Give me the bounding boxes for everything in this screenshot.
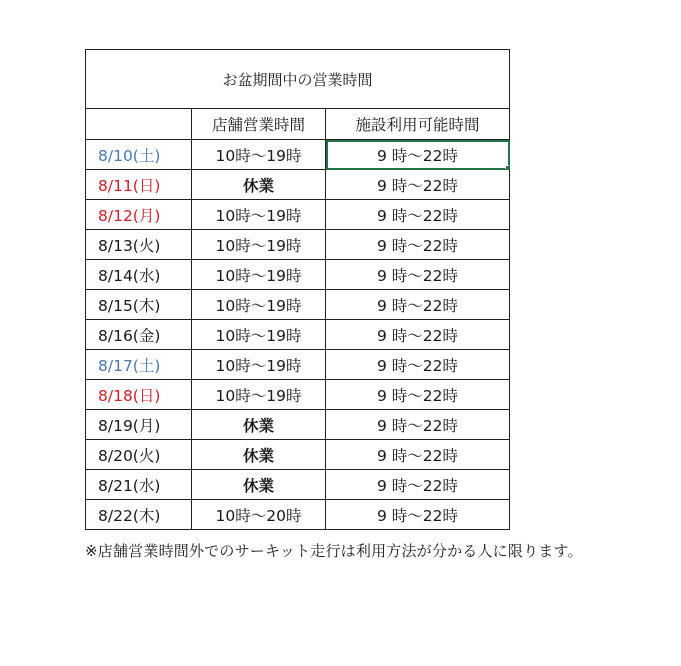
facility-hours-cell[interactable]: 9 時～22時 [326,140,510,170]
date-cell[interactable]: 8/13(火) [86,230,192,260]
facility-hours-cell[interactable]: 9 時～22時 [326,500,510,530]
table-row [86,380,510,410]
table-title-cell[interactable] [86,50,510,109]
store-hours-cell[interactable]: 10時～19時 [192,380,326,410]
store-hours-cell[interactable]: 10時～19時 [192,230,326,260]
table-row [86,500,510,530]
facility-hours-cell[interactable]: 9 時～22時 [326,350,510,380]
store-hours-cell-closed[interactable]: 休業 [192,470,326,500]
store-hours-cell[interactable]: 10時～19時 [192,140,326,170]
store-hours-cell-closed[interactable]: 休業 [192,170,326,200]
table-row [86,320,510,350]
date-cell[interactable]: 8/16(金) [86,320,192,350]
store-hours-cell-closed[interactable]: 休業 [192,410,326,440]
table-body [86,50,510,530]
table-row [86,290,510,320]
store-hours-cell[interactable]: 10時～19時 [192,290,326,320]
date-cell[interactable]: 8/11(日) [86,170,192,200]
header-store-hours-cell[interactable]: 店舗営業時間 [192,109,326,140]
facility-hours-cell[interactable]: 9 時～22時 [326,230,510,260]
table-row [86,230,510,260]
table-row [86,440,510,470]
date-cell[interactable]: 8/18(日) [86,380,192,410]
store-hours-cell-closed[interactable]: 休業 [192,440,326,470]
store-hours-cell[interactable]: 10時～19時 [192,200,326,230]
header-date-cell[interactable] [86,109,192,140]
header-row [86,109,510,140]
store-hours-cell[interactable]: 10時～19時 [192,320,326,350]
date-cell[interactable]: 8/20(火) [86,440,192,470]
facility-hours-cell[interactable]: 9 時～22時 [326,290,510,320]
facility-hours-cell[interactable]: 9 時～22時 [326,470,510,500]
table-row [86,200,510,230]
date-cell[interactable]: 8/17(土) [86,350,192,380]
facility-hours-cell[interactable]: 9 時～22時 [326,260,510,290]
table-row [86,260,510,290]
footnote: ※店舗営業時間外でのサーキット走行は利用方法が分かる人に限ります。 [85,542,583,560]
date-cell[interactable]: 8/14(水) [86,260,192,290]
date-cell[interactable]: 8/10(土) [86,140,192,170]
store-hours-cell[interactable]: 10時～20時 [192,500,326,530]
table-row [86,170,510,200]
table-row [86,350,510,380]
table-title: お盆期間中の営業時間 [222,70,373,89]
store-hours-cell[interactable]: 10時～19時 [192,260,326,290]
date-cell[interactable]: 8/19(月) [86,410,192,440]
facility-hours-cell[interactable]: 9 時～22時 [326,380,510,410]
date-cell[interactable]: 8/15(木) [86,290,192,320]
store-hours-cell[interactable]: 10時～19時 [192,350,326,380]
date-cell[interactable]: 8/12(月) [86,200,192,230]
date-cell[interactable]: 8/21(水) [86,470,192,500]
schedule-sheet [85,49,509,530]
title-row [86,50,510,109]
business-hours-table [85,49,510,530]
facility-hours-cell[interactable]: 9 時～22時 [326,440,510,470]
facility-hours-cell[interactable]: 9 時～22時 [326,200,510,230]
facility-hours-cell[interactable]: 9 時～22時 [326,320,510,350]
facility-hours-cell[interactable]: 9 時～22時 [326,170,510,200]
facility-hours-cell[interactable]: 9 時～22時 [326,410,510,440]
table-row [86,470,510,500]
date-cell[interactable]: 8/22(木) [86,500,192,530]
table-row [86,410,510,440]
header-facility-hours-cell[interactable]: 施設利用可能時間 [326,109,510,140]
table-row [86,140,510,170]
